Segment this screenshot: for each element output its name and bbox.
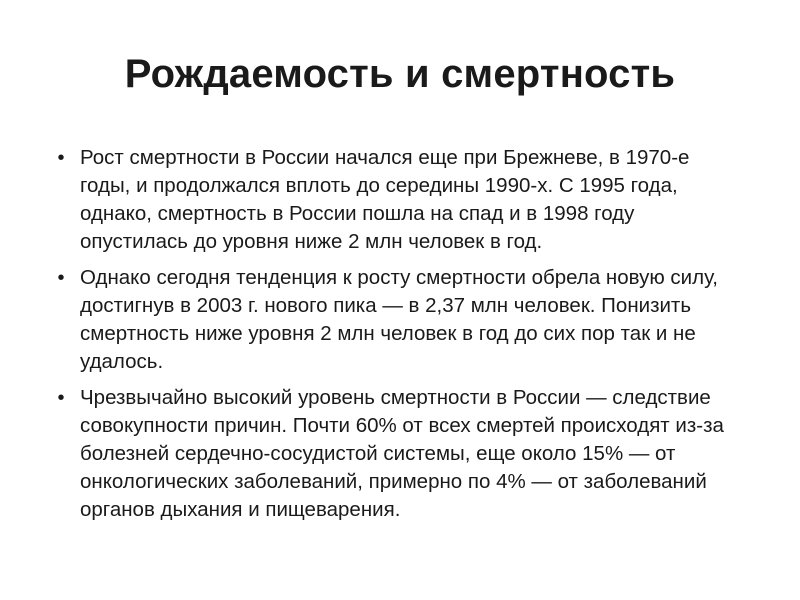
bullet-item bbox=[52, 384, 742, 524]
bullet-list bbox=[52, 144, 742, 532]
bullet-dot-icon: • bbox=[57, 147, 65, 169]
bullet-dot-icon: • bbox=[57, 267, 65, 289]
slide-title: Рождаемость и смертность bbox=[124, 52, 676, 96]
bullet-text: Рост смертности в России начался еще при Брежневе, в 1970-е годы, и продолжался вплоть до середины 1990-х. С 1995 года, однако, смертность в России пошла на спад и в 1998 году опустилась до уровня ниже 2 млн человек в год. bbox=[80, 146, 690, 253]
bullet-dot-icon: • bbox=[57, 387, 65, 409]
bullet-item bbox=[52, 264, 742, 376]
bullet-text: Чрезвычайно высокий уровень смертности в России — следствие совокупности причин. Почти 60% от всех смертей происходят из-за болезней сердечно-сосудистой системы, еще около 15% — от онкологических заболеваний, примерно по 4% — от заболеваний органов дыхания и пищеварения. bbox=[80, 386, 724, 521]
bullet-text: Однако сегодня тенденция к росту смертности обрела новую силу, достигнув в 2003 г. нового пика — в 2,37 млн человек. Понизить смертность ниже уровня 2 млн человек в год до сих пор так и не удалось. bbox=[80, 266, 718, 373]
bullet-item bbox=[52, 144, 742, 256]
